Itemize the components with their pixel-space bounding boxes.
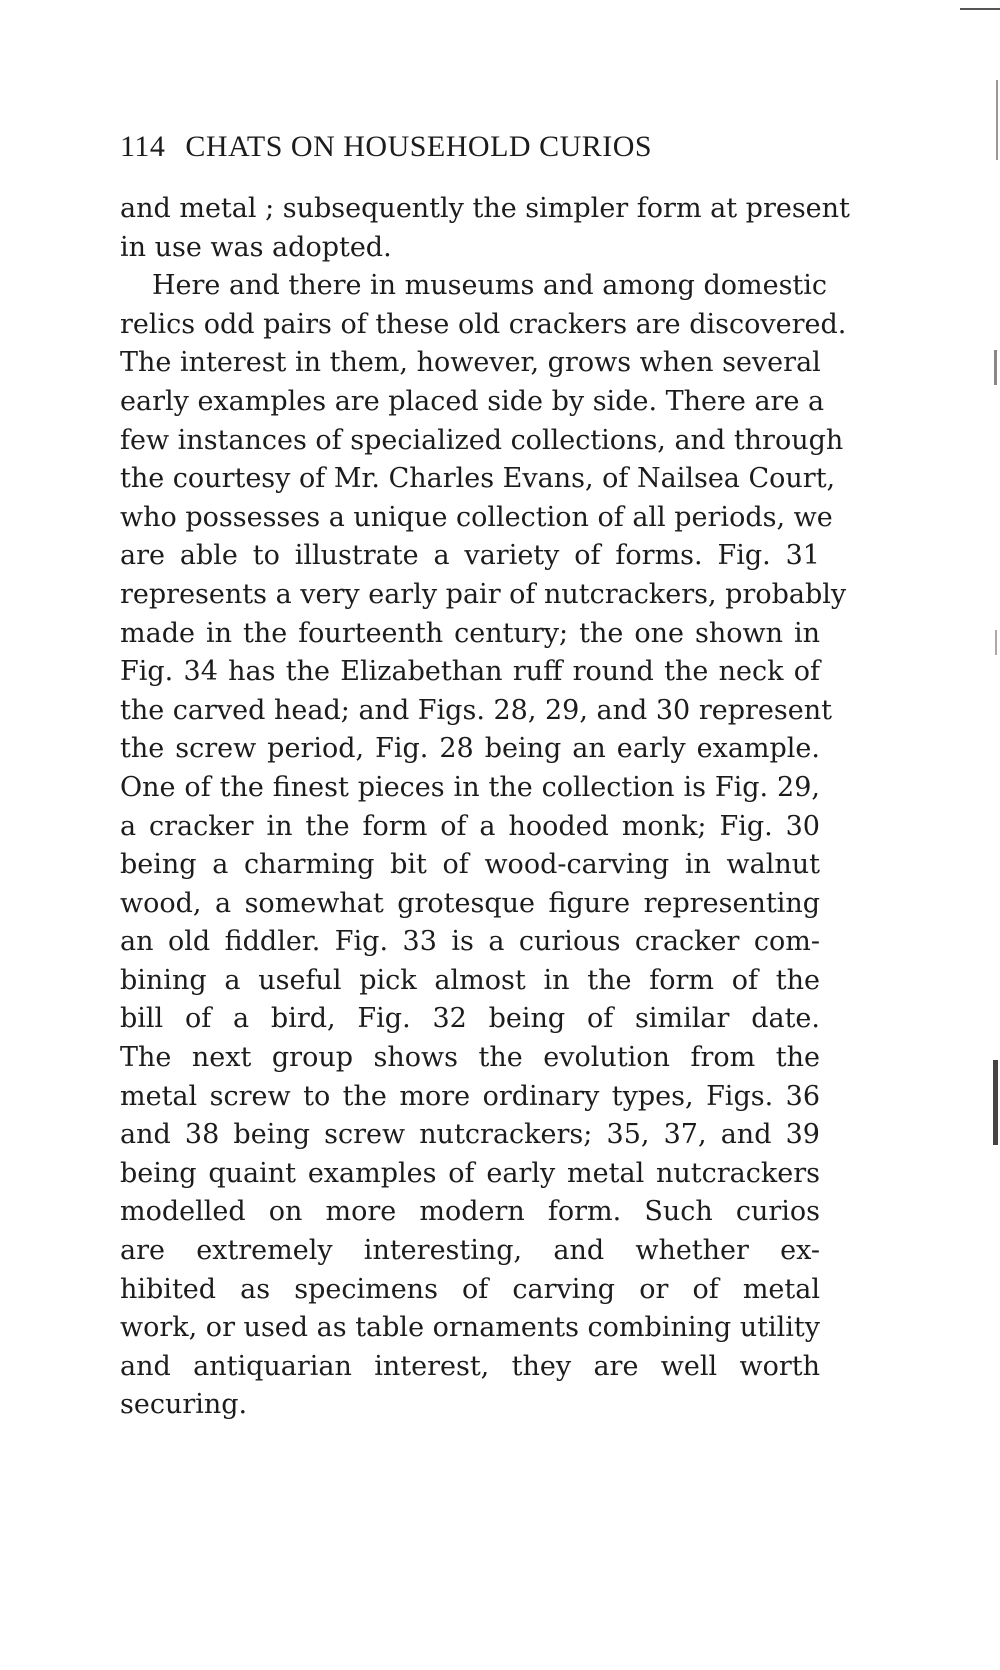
text-line: bill of a bird, Fig. 32 being of similar date. (120, 1003, 820, 1035)
text-line: a cracker in the form of a hooded monk; Fig. 30 (120, 810, 820, 842)
text-line: work, or used as table ornaments combining utility (120, 1312, 820, 1344)
text-line: early examples are placed side by side. There are a (120, 385, 825, 417)
text-line: and metal ; subsequently the simpler form at present (120, 193, 850, 224)
text-line: an old fiddler. Fig. 33 is a curious cracker com- (120, 926, 820, 958)
text-line: bining a useful pick almost in the form of the (120, 964, 820, 996)
page-number: 114 (120, 130, 166, 163)
text-line: the screw period, Fig. 28 being an early example. (120, 733, 820, 765)
running-title: CHATS ON HOUSEHOLD CURIOS (185, 130, 653, 163)
page-header (120, 130, 652, 164)
text-line: relics odd pairs of these old crackers are discovered. (120, 308, 847, 340)
text-line: the carved head; and Figs. 28, 29, and 30 represent (120, 694, 832, 726)
text-line: Fig. 34 has the Elizabethan ruff round the neck of (120, 656, 820, 688)
text-line: One of the finest pieces in the collection is Fig. 29, (120, 771, 820, 803)
body-text (120, 190, 850, 1425)
text-line: being quaint examples of early metal nutcrackers (120, 1157, 820, 1189)
text-line: The interest in them, however, grows when several (120, 347, 821, 379)
scan-edge-mark (995, 630, 997, 655)
text-line: are able to illustrate a variety of forms. Fig. 31 (120, 540, 820, 572)
scan-edge-mark (994, 350, 997, 385)
text-line: who possesses a unique collection of all periods, we (120, 501, 833, 533)
text-line: being a charming bit of wood-carving in walnut (120, 849, 820, 881)
text-line: modelled on more modern form. Such curios (120, 1196, 820, 1228)
text-line: in use was adopted. (120, 231, 392, 263)
text-line: are extremely interesting, and whether ex- (120, 1235, 820, 1267)
text-line: securing. (120, 1389, 248, 1421)
scan-edge-mark (993, 1060, 998, 1145)
text-line: and antiquarian interest, they are well worth (120, 1350, 820, 1382)
text-line: the courtesy of Mr. Charles Evans, of Nailsea Court, (120, 463, 836, 495)
text-line: represents a very early pair of nutcrackers, probably (120, 578, 847, 610)
scan-edge-mark (960, 8, 1000, 10)
text-line: The next group shows the evolution from the (120, 1042, 820, 1074)
text-line: wood, a somewhat grotesque figure representing (120, 887, 820, 919)
text-line: hibited as specimens of carving or of metal (120, 1273, 820, 1305)
text-line: metal screw to the more ordinary types, Figs. 36 (120, 1080, 820, 1112)
scan-edge-mark (996, 80, 998, 160)
text-line: and 38 being screw nutcrackers; 35, 37, and 39 (120, 1119, 820, 1151)
text-line: made in the fourteenth century; the one shown in (120, 617, 820, 649)
text-line: few instances of specialized collections, and through (120, 424, 844, 456)
text-line: Here and there in museums and among domestic (152, 270, 828, 302)
